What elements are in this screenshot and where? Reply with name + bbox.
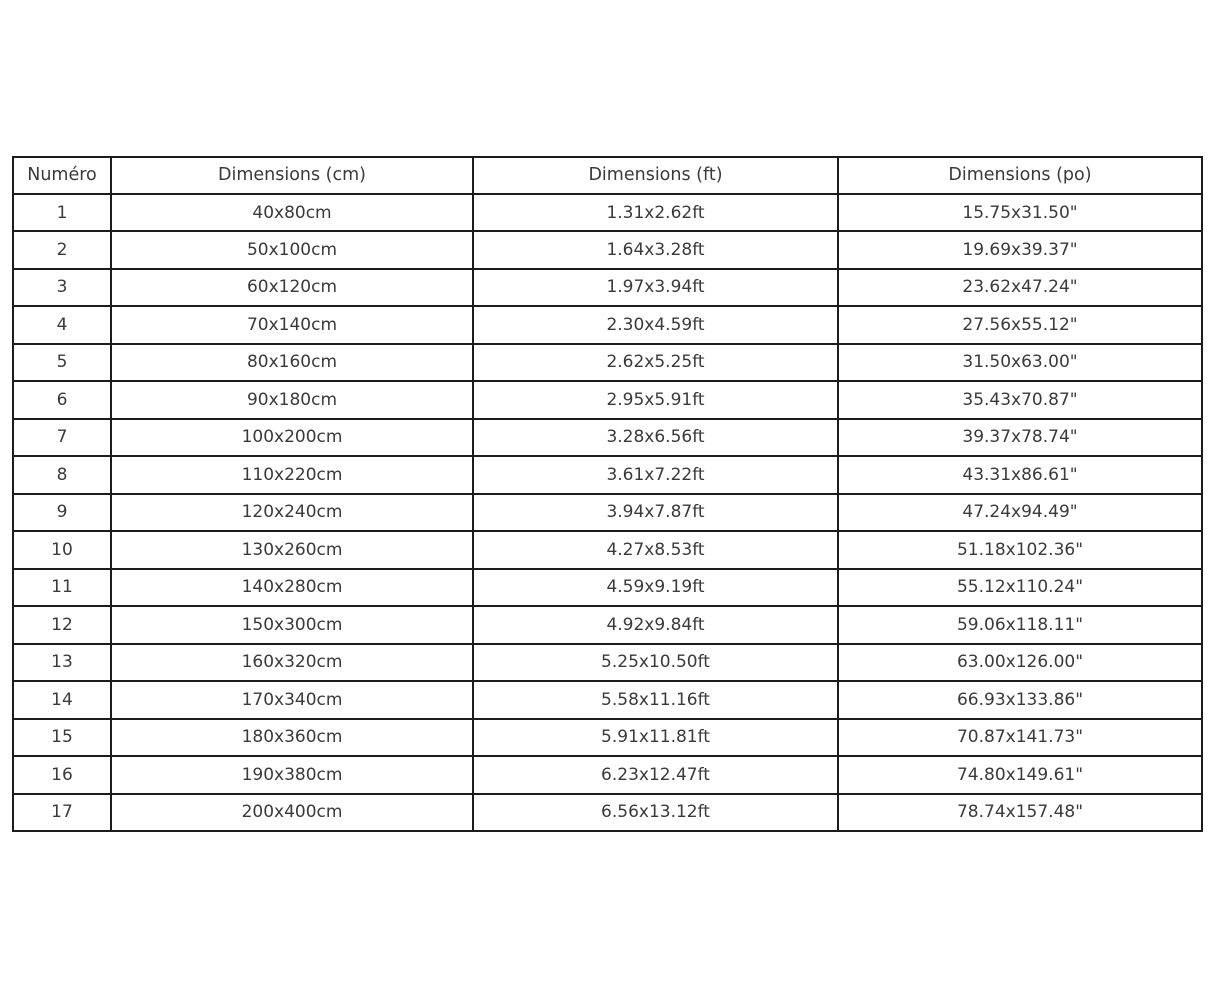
table-row bbox=[13, 606, 1202, 643]
table-cell: 1 bbox=[13, 194, 111, 231]
table-row bbox=[13, 756, 1202, 793]
table-cell: 12 bbox=[13, 606, 111, 643]
table-cell: 80x160cm bbox=[111, 344, 473, 381]
table-cell: 9 bbox=[13, 494, 111, 531]
table-row bbox=[13, 681, 1202, 718]
table-cell: 63.00x126.00" bbox=[838, 644, 1202, 681]
table-cell: 19.69x39.37" bbox=[838, 231, 1202, 268]
table-cell: 27.56x55.12" bbox=[838, 306, 1202, 343]
table-cell: 78.74x157.48" bbox=[838, 794, 1202, 832]
header-dimensions-cm: Dimensions (cm) bbox=[111, 157, 473, 194]
table-cell: 70.87x141.73" bbox=[838, 719, 1202, 756]
table-cell: 1.31x2.62ft bbox=[473, 194, 838, 231]
table-cell: 6.56x13.12ft bbox=[473, 794, 838, 832]
table-row bbox=[13, 644, 1202, 681]
table-cell: 190x380cm bbox=[111, 756, 473, 793]
table-cell: 170x340cm bbox=[111, 681, 473, 718]
table-cell: 110x220cm bbox=[111, 456, 473, 493]
table-row bbox=[13, 719, 1202, 756]
header-dimensions-ft: Dimensions (ft) bbox=[473, 157, 838, 194]
table-row bbox=[13, 456, 1202, 493]
table-row bbox=[13, 306, 1202, 343]
table-cell: 180x360cm bbox=[111, 719, 473, 756]
table-cell: 5.91x11.81ft bbox=[473, 719, 838, 756]
table-row bbox=[13, 381, 1202, 418]
table-cell: 10 bbox=[13, 531, 111, 568]
table-row bbox=[13, 531, 1202, 568]
table-cell: 1.97x3.94ft bbox=[473, 269, 838, 306]
header-numero: Numéro bbox=[13, 157, 111, 194]
table-row bbox=[13, 569, 1202, 606]
table-cell: 14 bbox=[13, 681, 111, 718]
table-cell: 60x120cm bbox=[111, 269, 473, 306]
table-cell: 11 bbox=[13, 569, 111, 606]
table-cell: 50x100cm bbox=[111, 231, 473, 268]
table-row bbox=[13, 494, 1202, 531]
table-cell: 6.23x12.47ft bbox=[473, 756, 838, 793]
table-cell: 120x240cm bbox=[111, 494, 473, 531]
table-cell: 5 bbox=[13, 344, 111, 381]
table-cell: 13 bbox=[13, 644, 111, 681]
header-dimensions-po: Dimensions (po) bbox=[838, 157, 1202, 194]
table-cell: 100x200cm bbox=[111, 419, 473, 456]
table-cell: 4.92x9.84ft bbox=[473, 606, 838, 643]
table-cell: 140x280cm bbox=[111, 569, 473, 606]
table-cell: 130x260cm bbox=[111, 531, 473, 568]
table-cell: 15.75x31.50" bbox=[838, 194, 1202, 231]
table-cell: 5.58x11.16ft bbox=[473, 681, 838, 718]
table-cell: 2.62x5.25ft bbox=[473, 344, 838, 381]
table-row bbox=[13, 344, 1202, 381]
table-cell: 43.31x86.61" bbox=[838, 456, 1202, 493]
table-row bbox=[13, 269, 1202, 306]
table-row bbox=[13, 231, 1202, 268]
table-cell: 160x320cm bbox=[111, 644, 473, 681]
table-cell: 59.06x118.11" bbox=[838, 606, 1202, 643]
table-cell: 15 bbox=[13, 719, 111, 756]
table-cell: 31.50x63.00" bbox=[838, 344, 1202, 381]
table-cell: 3 bbox=[13, 269, 111, 306]
table-cell: 7 bbox=[13, 419, 111, 456]
table-cell: 40x80cm bbox=[111, 194, 473, 231]
table-cell: 47.24x94.49" bbox=[838, 494, 1202, 531]
dimensions-table bbox=[12, 156, 1203, 832]
table-cell: 74.80x149.61" bbox=[838, 756, 1202, 793]
table-cell: 70x140cm bbox=[111, 306, 473, 343]
table-row bbox=[13, 419, 1202, 456]
table-cell: 51.18x102.36" bbox=[838, 531, 1202, 568]
table-cell: 200x400cm bbox=[111, 794, 473, 832]
table-cell: 2 bbox=[13, 231, 111, 268]
table-cell: 3.94x7.87ft bbox=[473, 494, 838, 531]
table-cell: 2.95x5.91ft bbox=[473, 381, 838, 418]
table-cell: 8 bbox=[13, 456, 111, 493]
table-cell: 23.62x47.24" bbox=[838, 269, 1202, 306]
table-body bbox=[13, 194, 1202, 831]
table-cell: 3.28x6.56ft bbox=[473, 419, 838, 456]
table-cell: 4.27x8.53ft bbox=[473, 531, 838, 568]
table-cell: 4.59x9.19ft bbox=[473, 569, 838, 606]
table-cell: 4 bbox=[13, 306, 111, 343]
table-cell: 3.61x7.22ft bbox=[473, 456, 838, 493]
table-cell: 5.25x10.50ft bbox=[473, 644, 838, 681]
table-cell: 16 bbox=[13, 756, 111, 793]
table-cell: 66.93x133.86" bbox=[838, 681, 1202, 718]
table-cell: 39.37x78.74" bbox=[838, 419, 1202, 456]
table-cell: 2.30x4.59ft bbox=[473, 306, 838, 343]
table-cell: 35.43x70.87" bbox=[838, 381, 1202, 418]
table-cell: 150x300cm bbox=[111, 606, 473, 643]
table-cell: 1.64x3.28ft bbox=[473, 231, 838, 268]
table-cell: 90x180cm bbox=[111, 381, 473, 418]
table-cell: 17 bbox=[13, 794, 111, 832]
table-row bbox=[13, 794, 1202, 832]
table-cell: 55.12x110.24" bbox=[838, 569, 1202, 606]
header-row bbox=[13, 157, 1202, 194]
table-row bbox=[13, 194, 1202, 231]
table-cell: 6 bbox=[13, 381, 111, 418]
